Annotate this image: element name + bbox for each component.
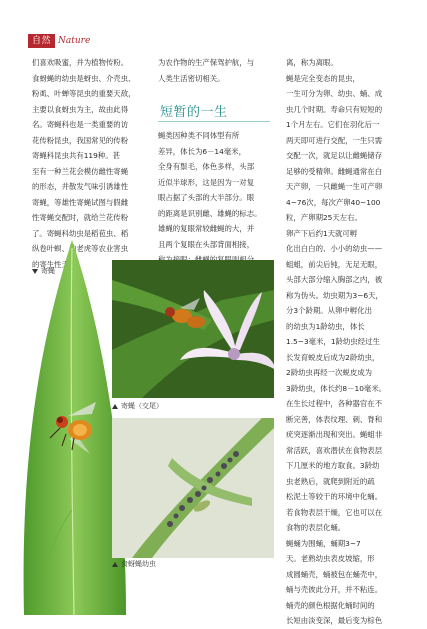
section-title: 短暂的一生 bbox=[160, 105, 228, 120]
text-line: 蝇蛹为围蛹，蛹期3~7 bbox=[286, 538, 361, 548]
text-line: 断完善，体表纹理、刺、脊和 bbox=[286, 414, 383, 424]
text-line: 花传粉昆虫，我国常见的传粉 bbox=[32, 135, 129, 145]
text-line: 虫几个时期。寿命只有短短的 bbox=[286, 104, 383, 114]
text-line: 成圆蛹壳，蛹被包在蛹壳中， bbox=[286, 569, 383, 579]
text-line: 一生可分为卵、幼虫、蛹、成 bbox=[286, 89, 383, 98]
section-badge: 自然 bbox=[28, 34, 55, 48]
text-line: 的幼虫为1龄幼虫，体长 bbox=[286, 321, 365, 331]
text-line: 雄蝇的复眼常较雌蝇的大，并 bbox=[158, 224, 255, 233]
text-line: 且两个复眼在头部背面相接， bbox=[158, 239, 255, 249]
text-line: 虫老熟后，就爬到附近的疏 bbox=[286, 476, 375, 486]
text-line: 主要以食蚜虫为主，故由此得 bbox=[32, 104, 129, 114]
text-line: 松泥土等较干的环境中化蛹。 bbox=[286, 492, 383, 501]
text-line: 食物的表层化蛹。 bbox=[286, 523, 346, 532]
text-line: 足够的受精卵。雌蝇通常在白 bbox=[286, 166, 383, 176]
text-line: 全身有鬃毛，体色多样，头部 bbox=[158, 162, 255, 171]
text-line: 粒，产卵期25天左右。 bbox=[286, 213, 362, 222]
section-word: Nature bbox=[58, 36, 91, 46]
text-column-2-body bbox=[158, 128, 270, 268]
larva-photo bbox=[112, 418, 274, 558]
caption-arrow-icon bbox=[112, 404, 118, 409]
text-line: 食蚜蝇的幼虫是蚜虫、介壳虫、 bbox=[32, 73, 136, 83]
text-line: 3龄幼虫，体长约8－10毫米。 bbox=[286, 383, 387, 393]
text-line: 性寄蝇交配时，就给兰花传粉 bbox=[32, 213, 129, 222]
text-line: 至有一种兰花会模仿雌性寄蝇 bbox=[32, 166, 129, 176]
text-line: 们喜欢吸蜜，并为植物传粉。 bbox=[32, 58, 129, 67]
text-line: 人类生活密切相关。 bbox=[158, 73, 225, 83]
text-line: 称为伪头。幼虫期为3~6天， bbox=[286, 290, 383, 300]
text-line: 疣突逐渐出现和突出。蝇蛆非 bbox=[286, 430, 383, 439]
caption-jiying: 寄蝇 bbox=[32, 266, 55, 276]
text-line: 离，称为离眼。 bbox=[286, 58, 338, 67]
text-line: 蛹与壳彼此分开，并不粘连。 bbox=[286, 585, 383, 594]
text-line: 4~76次，每次产卵40~100 bbox=[286, 197, 381, 207]
text-line: 分3个龄期。从卵中孵化出 bbox=[286, 306, 373, 315]
text-line: 蝇类因种类不同体型有所 bbox=[158, 131, 240, 140]
text-line: 为农作物的生产保驾护航，与 bbox=[158, 58, 255, 67]
text-line: 寄蝇，等雄性寄蝇试图与假雌 bbox=[32, 197, 129, 207]
text-line: 蛹壳的颜色根据化蛹时间的 bbox=[286, 600, 375, 610]
text-column-3 bbox=[286, 55, 404, 629]
mating-flies-photo bbox=[112, 260, 274, 398]
caption-mating: 寄蝇（交尾） bbox=[112, 401, 163, 411]
text-line: 交配一次，就足以让雌蝇储存 bbox=[286, 151, 383, 160]
text-line: 常活跃，喜欢潜伏在食物表层 bbox=[286, 445, 383, 455]
text-line: 蝇是完全变态的昆虫， bbox=[286, 73, 360, 83]
text-line: 头部大部分缩入胸部之内，被 bbox=[286, 275, 383, 284]
text-line: 1个月左右。它们在羽化后一 bbox=[286, 120, 380, 129]
text-line: 的距离是识别雌、雄蝇的标志。 bbox=[158, 208, 262, 218]
caption-arrow-icon bbox=[112, 562, 118, 567]
text-line: 两天即可进行交配，一生只需 bbox=[286, 135, 383, 145]
text-line: 了。寄蝇科幼虫是稻苞虫、稻 bbox=[32, 228, 129, 238]
text-line: 差异，体长为6－14毫米， bbox=[158, 146, 247, 156]
text-line: 粉虱、叶蝉等昆虫的重要天敌， bbox=[32, 89, 136, 98]
text-line: 纵卷叶螟、地老虎等农业害虫 bbox=[32, 244, 129, 253]
text-line: 长发育蜕皮后成为2龄幼虫， bbox=[286, 352, 380, 362]
text-column-2-top bbox=[158, 55, 270, 86]
text-line: 2龄幼虫再经一次蜕皮成为 bbox=[286, 368, 373, 377]
text-line: 名。寄蝇科也是一类重要的访 bbox=[32, 120, 129, 129]
text-line: 天。老熟幼虫表皮坡缩，形 bbox=[286, 554, 375, 563]
caption-larva: 食蚜蝇幼虫 bbox=[112, 559, 156, 569]
text-line: 在生长过程中，各种器官在不 bbox=[286, 399, 383, 408]
text-line: 长短由淡变深，最后变为棕色 bbox=[286, 616, 383, 625]
text-line: 眼占据了头部的大半部分。眼 bbox=[158, 193, 255, 202]
text-line: 的寄生性天敌， bbox=[32, 259, 84, 269]
text-line: 寄蝇科昆虫共有119种。甚 bbox=[32, 151, 121, 160]
section-header bbox=[28, 34, 90, 48]
text-line: 的形态，并散发气味引诱雄性 bbox=[32, 182, 129, 191]
text-line: 近似半球形，这是因为一对复 bbox=[158, 177, 255, 187]
section-divider bbox=[158, 121, 270, 122]
text-line: 若食物表层干燥，它也可以在 bbox=[286, 507, 383, 517]
text-line: 化出白白的、小小的幼虫—— bbox=[286, 244, 383, 253]
text-line: 1.5~3毫米，1龄幼虫经过生 bbox=[286, 337, 380, 346]
text-line: 下几厘米的地方取食。3龄幼 bbox=[286, 461, 380, 470]
text-line: 天产卵，一只雌蝇一生可产卵 bbox=[286, 182, 383, 191]
text-line: 卵产下后约1天就可孵 bbox=[286, 228, 358, 238]
text-line: 蛆蛆，前尖后钝，无足无眼， bbox=[286, 259, 383, 269]
